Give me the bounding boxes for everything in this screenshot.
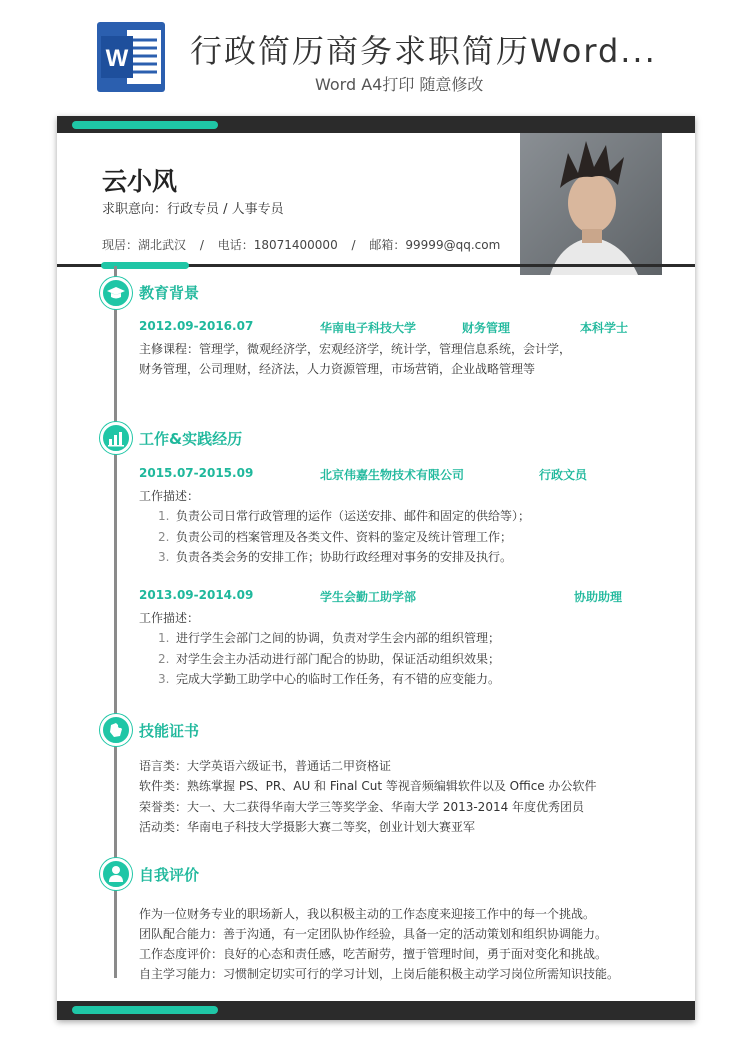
edu-courses-line: 财务管理，公司理财，经济法，人力资源管理，市场营销，企业战略管理等 <box>139 362 536 376</box>
job1-company: 北京伟嘉生物技术有限公司 <box>320 468 465 482</box>
residence: 现居：湖北武汉 <box>102 238 187 252</box>
bar-chart-icon <box>100 422 132 454</box>
separator: / <box>199 238 204 252</box>
skill-line: 语言类：大学英语六级证书，普通话二甲资格证 <box>139 759 392 773</box>
skill-line: 活动类：华南电子科技大学摄影大赛二等奖，创业计划大赛亚军 <box>139 820 476 834</box>
edu-courses-line: 主修课程：管理学，微观经济学，宏观经济学，统计学，管理信息系统，会计学， <box>139 342 572 356</box>
list-item: 1. 负责公司日常行政管理的运作（运送安排、邮件和固定的供给等）； <box>158 509 531 523</box>
skill-line: 荣誉类：大一、大二获得华南大学三等奖学金、华南大学 2013-2014 年度优秀团员 <box>139 800 585 814</box>
section-title-work: 工作&实践经历 <box>139 430 243 448</box>
list-item: 2. 对学生会主办活动进行部门配合的协助，保证活动组织效果； <box>158 652 501 666</box>
top-accent <box>72 121 218 129</box>
section-title-education: 教育背景 <box>139 284 200 302</box>
job2-company: 学生会勤工助学部 <box>320 590 417 604</box>
candidate-name: 云小风 <box>102 167 178 196</box>
job1-position: 行政文员 <box>539 468 588 482</box>
word-doc-icon <box>97 22 165 92</box>
edu-major: 财务管理 <box>462 321 511 335</box>
job2-position: 协助助理 <box>574 590 623 604</box>
job1-desc-label: 工作描述： <box>139 489 200 503</box>
skill-line: 软件类：熟练掌握 PS、PR、AU 和 Final Cut 等视音频编辑软件以及 Office 办公软件 <box>139 779 597 793</box>
person-icon <box>100 858 132 890</box>
email: 邮箱：99999@qq.com <box>369 238 501 252</box>
profile-photo <box>520 133 662 275</box>
self-eval-line: 自主学习能力：习惯制定切实可行的学习计划，上岗后能积极主动学习岗位所需知识技能。 <box>139 967 620 981</box>
list-item: 1. 进行学生会部门之间的协调，负责对学生会内部的组织管理； <box>158 631 501 645</box>
edu-date: 2012.09-2016.07 <box>139 319 254 333</box>
job2-desc-label: 工作描述： <box>139 611 200 625</box>
self-eval-line: 工作态度评价：良好的心态和责任感，吃苦耐劳，擅于管理时间，勇于面对变化和挑战。 <box>139 947 608 961</box>
banner-subtitle: Word A4打印 随意修改 <box>315 75 484 94</box>
banner-title: 行政简历商务求职简历Word... <box>190 32 657 70</box>
contact-line <box>102 236 500 253</box>
bottom-accent <box>72 1006 218 1014</box>
list-item: 3. 负责各类会务的安排工作；协助行政经理对事务的安排及执行。 <box>158 550 513 564</box>
section-title-self: 自我评价 <box>139 866 200 884</box>
self-eval-line: 团队配合能力：善于沟通，有一定团队协作经验，具备一定的活动策划和组织协调能力。 <box>139 927 608 941</box>
section-title-skills: 技能证书 <box>139 722 200 740</box>
separator: / <box>351 238 356 252</box>
job-intent: 求职意向：行政专员 / 人事专员 <box>102 202 284 217</box>
list-item: 3. 完成大学勤工助学中心的临时工作任务，有不错的应变能力。 <box>158 672 501 686</box>
graduation-cap-icon <box>100 277 132 309</box>
edu-degree: 本科学士 <box>580 321 629 335</box>
svg-text:W: W <box>105 45 129 72</box>
self-eval-line: 作为一位财务专业的职场新人，我以积极主动的工作态度来迎接工作中的每一个挑战。 <box>139 907 596 921</box>
hand-icon <box>100 714 132 746</box>
list-item: 2. 负责公司的档案管理及各类文件、资料的鉴定及统计管理工作； <box>158 530 513 544</box>
job2-date: 2013.09-2014.09 <box>139 588 254 602</box>
job1-date: 2015.07-2015.09 <box>139 466 254 480</box>
phone: 电话：18071400000 <box>217 238 338 252</box>
edu-school: 华南电子科技大学 <box>320 321 417 335</box>
